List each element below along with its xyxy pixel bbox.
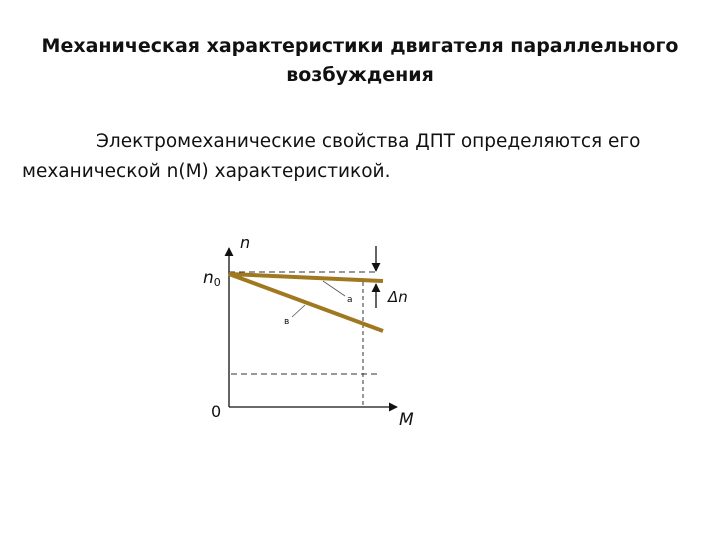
n0-label-subscript: 0 — [213, 276, 221, 289]
characteristic-a-line — [229, 274, 383, 281]
characteristic-b-line — [229, 274, 383, 331]
curve-a-leader — [323, 281, 345, 296]
axis-x-label: M — [399, 410, 414, 430]
paragraph-line-1: Электромеханические свойства ДПТ определяются его — [96, 131, 641, 152]
delta-n-label: Δn — [388, 288, 408, 306]
title-line-2: возбуждения — [286, 64, 434, 86]
curve-b-leader — [292, 305, 305, 317]
origin-label: 0 — [211, 402, 222, 421]
axis-y-label: n — [240, 233, 251, 252]
title-line-1: Механическая характеристики двигателя параллельного — [41, 35, 679, 57]
n0-label — [203, 268, 221, 289]
paragraph-line-2: механической n(M) характеристикой. — [22, 161, 391, 182]
curve-b-label: в — [284, 317, 290, 327]
n0-label-main: n — [203, 268, 214, 288]
curve-a-label: а — [347, 295, 353, 305]
